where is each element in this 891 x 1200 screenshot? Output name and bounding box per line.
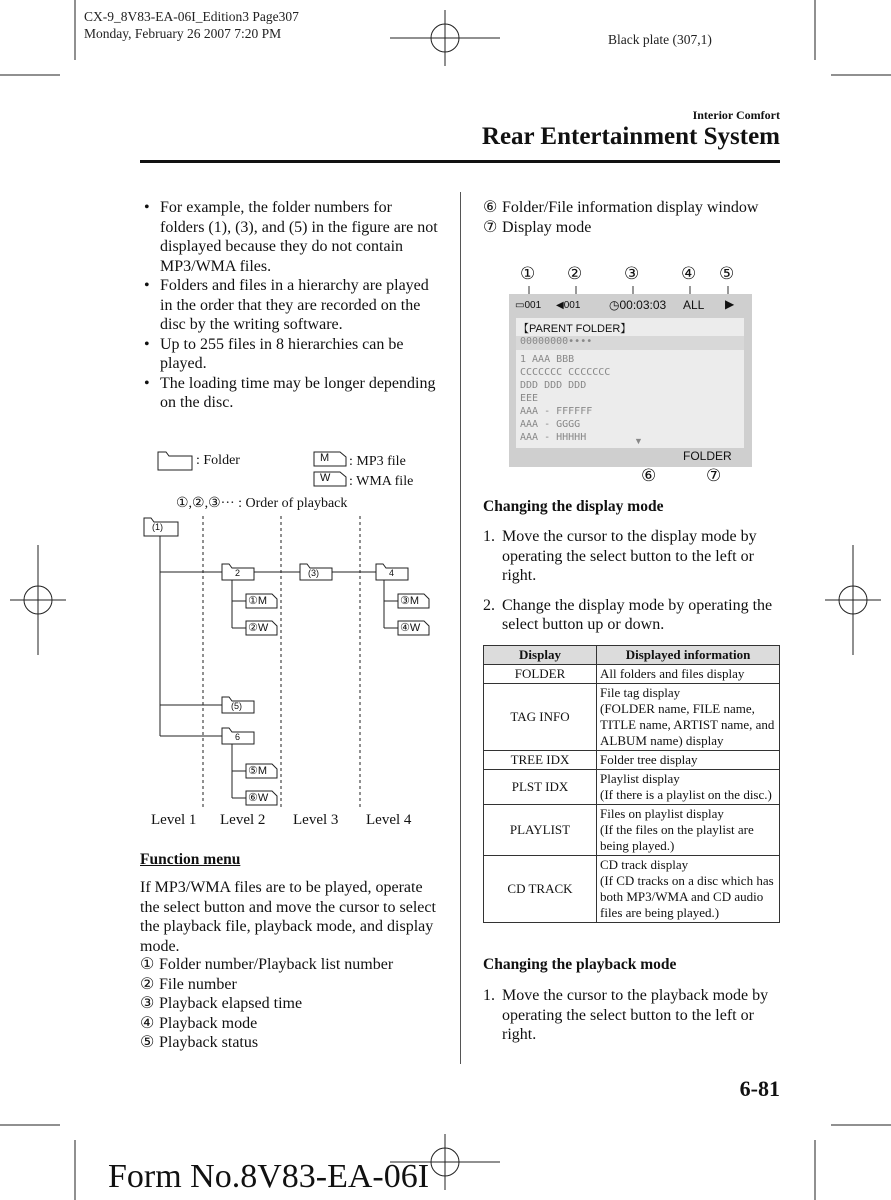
column-divider (460, 192, 461, 1064)
page-number: 6-81 (739, 1076, 780, 1101)
function-menu-list (140, 955, 440, 1053)
function-item (140, 1014, 440, 1034)
table-cell: CD track display (If CD tracks on a disc which has both MP3/WMA and CD audio files are being played.) (597, 856, 780, 923)
callout-2: ② (567, 264, 583, 283)
elapsed-time-value: 00:03:03 (619, 298, 667, 312)
table-header-row (484, 646, 780, 665)
print-header-line1: CX-9_8V83-EA-06I_Edition3 Page307 (84, 9, 299, 24)
page-title: Rear Entertainment System (481, 123, 780, 150)
screen-legend-item (483, 218, 773, 238)
scroll-down-icon: ▼ (634, 436, 643, 446)
file-4-label: ④W (400, 622, 421, 634)
legend-folder-icon (158, 452, 192, 470)
mp3-badge: M (320, 452, 330, 464)
file-number-value: 001 (563, 300, 581, 311)
item-text: Display mode (502, 218, 592, 236)
title-rule (140, 160, 780, 163)
step-text: Move the cursor to the playback mode by operating the select button to the left or right. (502, 987, 769, 1043)
play-icon: ▶ (725, 297, 735, 311)
display-mode-label: FOLDER (683, 449, 732, 463)
clock-icon: ◷ (609, 298, 620, 312)
section-label: Interior Comfort (692, 108, 780, 122)
table-row (484, 770, 780, 805)
function-item (140, 975, 440, 995)
changing-playback-heading: Changing the playback mode (483, 956, 677, 973)
bullet-item: • Folders and files in a hierarchy are played in the order that they are recorded on the disc by the writing software. (140, 276, 440, 335)
folder-5-label: (5) (231, 701, 242, 711)
callout-6: ⑥ (641, 466, 657, 485)
wma-badge: W (320, 472, 331, 484)
file-2-label: ②W (248, 622, 269, 634)
item-number: ④ (140, 1014, 155, 1032)
item-number: ⑦ (483, 218, 498, 236)
legend-wma-label: : WMA file (349, 474, 414, 489)
playback-mode: ALL (683, 298, 705, 312)
item-number: ⑤ (140, 1034, 155, 1051)
print-header (84, 8, 299, 42)
callout-5: ⑤ (719, 264, 735, 283)
table-row (484, 856, 780, 923)
table-cell: TAG INFO (484, 684, 597, 751)
file-3-label: ③M (400, 595, 420, 607)
file-list-row: AAA - HHHHH (520, 432, 587, 443)
item-text: File number (159, 975, 237, 993)
folder-icon: ▭ (515, 300, 525, 311)
legend-order (176, 495, 347, 512)
file-list-row: CCCCCCC CCCCCCC (520, 367, 611, 378)
item-number: ③ (140, 995, 155, 1012)
function-item (140, 955, 440, 975)
display-steps (483, 527, 783, 635)
table-cell: PLST IDX (484, 770, 597, 805)
order-label: ··· : Order of playback (220, 496, 348, 511)
level-3-label: Level 3 (293, 812, 339, 828)
file-list-row: AAA - FFFFFF (520, 406, 593, 417)
callout-1: ① (520, 264, 536, 283)
display-step (483, 527, 783, 586)
level-4-label: Level 4 (366, 812, 412, 828)
folder-number-value: 001 (524, 300, 542, 311)
step-number: 2. (483, 596, 495, 614)
table-row (484, 684, 780, 751)
table-row (484, 665, 780, 684)
folder-6-label: 6 (235, 732, 241, 742)
file-6-label: ⑥W (248, 792, 269, 804)
step-number: 1. (483, 528, 495, 545)
plate-label: Black plate (307,1) (608, 32, 712, 47)
legend-mp3-label: : MP3 file (349, 454, 406, 469)
playback-step (483, 986, 783, 1045)
print-header-line2: Monday, February 26 2007 7:20 PM (84, 26, 282, 41)
table-cell: TREE IDX (484, 751, 597, 770)
elapsed-time (609, 298, 666, 312)
step-number: 1. (483, 987, 495, 1004)
table-cell: Playlist display (If there is a playlist on the disc.) (597, 770, 780, 805)
item-text: Playback elapsed time (159, 995, 303, 1012)
folder-2-label: 2 (235, 568, 241, 578)
bullet-item: • Up to 255 files in 8 hierarchies can be played. (140, 335, 440, 374)
file-number (556, 300, 580, 311)
step-text: Move the cursor to the display mode by operating the select button to the left or right. (502, 528, 757, 584)
bullet-item: • The loading time may be longer depending on the disc. (140, 374, 440, 413)
function-menu-intro: If MP3/WMA files are to be played, operate the select button and move the cursor to select the playback file, playback mode, and display mode. (140, 879, 436, 955)
file-1-label: ①M (248, 595, 268, 607)
legend-mp3-icon (314, 452, 346, 466)
table-header: Display (484, 646, 597, 665)
callout-3: ③ (624, 264, 640, 283)
file-list-row: EEE (520, 393, 539, 404)
function-menu-heading: Function menu (140, 851, 241, 868)
item-number: ⑥ (483, 199, 498, 216)
item-number: ② (140, 975, 155, 993)
table-cell: Folder tree display (597, 751, 780, 770)
table-cell: FOLDER (484, 665, 597, 684)
item-text: Playback mode (159, 1014, 258, 1032)
file-list-row: 1 AAA BBB (520, 354, 575, 365)
step-text: Change the display mode by operating the select button up or down. (502, 596, 773, 633)
display-mode-table (483, 645, 780, 923)
screen-illustration (505, 264, 755, 490)
item-text: Folder/File information display window (502, 199, 759, 216)
changing-display-heading: Changing the display mode (483, 498, 664, 515)
file-5-label: ⑤M (248, 765, 268, 777)
file-icon: ◀ (556, 300, 564, 311)
level-2-label: Level 2 (220, 812, 266, 828)
form-number: Form No.8V83-EA-06I (108, 1158, 430, 1195)
table-cell: File tag display (FOLDER name, FILE name, TITLE name, ARTIST name, and ALBUM name) display (597, 684, 780, 751)
display-step (483, 596, 783, 635)
bullet-list (140, 198, 440, 413)
folder-1-label: (1) (152, 522, 163, 532)
highlight-row: 00000000•••• (516, 336, 744, 350)
parent-folder: 【PARENT FOLDER】 (518, 323, 632, 335)
item-text: Playback status (159, 1034, 259, 1051)
info-window (516, 318, 744, 448)
item-text: Folder number/Playback list number (159, 956, 394, 973)
level-1-label: Level 1 (151, 812, 197, 828)
table-cell: PLAYLIST (484, 805, 597, 856)
bullet-item: • For example, the folder numbers for folders (1), (3), and (5) in the figure are not displayed because they do not contain MP3/WMA files. (140, 198, 440, 276)
folder-3-label: (3) (308, 568, 319, 578)
screen-legend-item (483, 198, 773, 218)
file-list-row: AAA - GGGG (520, 419, 581, 430)
table-cell: All folders and files display (597, 665, 780, 684)
callout-7: ⑦ (706, 466, 722, 485)
callout-4: ④ (681, 264, 697, 283)
function-item (140, 1033, 440, 1053)
file-list-row: DDD DDD DDD (520, 380, 587, 391)
table-cell: CD TRACK (484, 856, 597, 923)
folder-number (515, 300, 541, 311)
table-cell: Files on playlist display (If the files on the playlist are being played.) (597, 805, 780, 856)
legend-folder-label: : Folder (196, 453, 240, 468)
folder-diagram (140, 448, 440, 838)
screen-panel (509, 294, 752, 467)
table-header: Displayed information (597, 646, 780, 665)
order-marks: ①,②,③ (176, 496, 221, 511)
table-row (484, 751, 780, 770)
file-list (520, 353, 610, 444)
table-row (484, 805, 780, 856)
folder-4-label: 4 (389, 568, 395, 578)
playback-steps (483, 986, 783, 1045)
item-number: ① (140, 956, 155, 973)
function-item (140, 994, 440, 1014)
screen-legend-list (483, 198, 773, 237)
